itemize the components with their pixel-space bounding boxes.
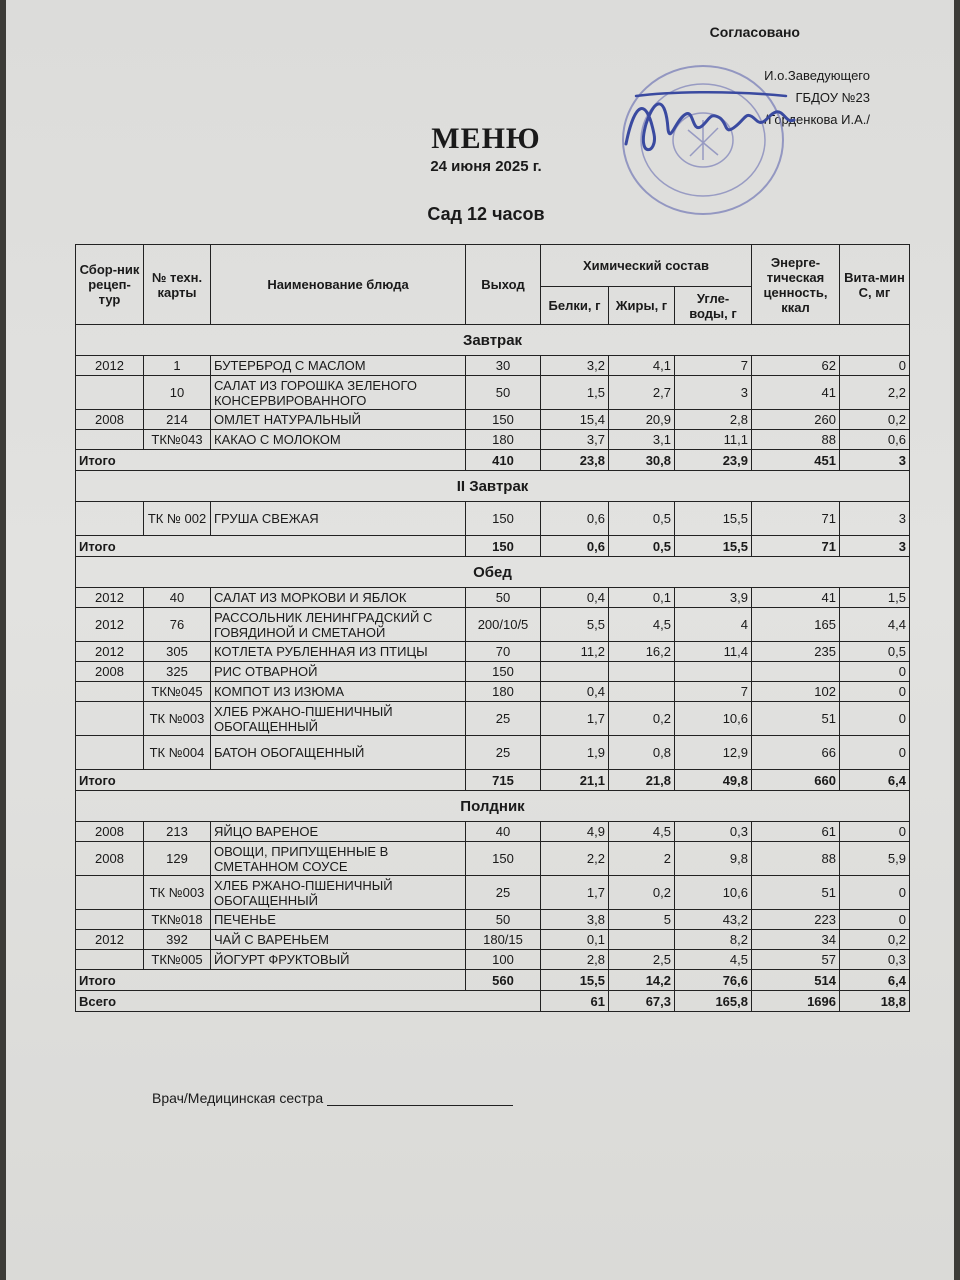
total-carbs: 49,8 xyxy=(675,770,752,791)
cell-collection: 2012 xyxy=(76,356,144,376)
table-row xyxy=(76,356,910,376)
cell-output: 70 xyxy=(466,642,541,662)
total-output: 560 xyxy=(466,970,541,991)
cell-dish: РИС ОТВАРНОЙ xyxy=(211,662,466,682)
cell-fats: 0,2 xyxy=(609,876,675,910)
total-vitamin: 6,4 xyxy=(840,770,910,791)
cell-tech-card: 213 xyxy=(144,822,211,842)
cell-carbs: 3,9 xyxy=(675,588,752,608)
cell-collection xyxy=(76,702,144,736)
cell-vitamin: 0 xyxy=(840,822,910,842)
total-energy: 514 xyxy=(752,970,840,991)
cell-carbs: 7 xyxy=(675,356,752,376)
cell-proteins: 1,9 xyxy=(541,736,609,770)
cell-output: 25 xyxy=(466,876,541,910)
grand-total-energy: 1696 xyxy=(752,991,840,1012)
cell-tech-card: 129 xyxy=(144,842,211,876)
header-output: Выход xyxy=(466,245,541,325)
page-title: МЕНЮ xyxy=(431,122,541,155)
cell-proteins: 15,4 xyxy=(541,410,609,430)
cell-carbs: 9,8 xyxy=(675,842,752,876)
group-name: Сад 12 часов xyxy=(427,204,545,224)
cell-fats xyxy=(609,930,675,950)
total-proteins: 23,8 xyxy=(541,450,609,471)
header-vitamin: Вита-мин С, мг xyxy=(840,245,910,325)
cell-carbs: 10,6 xyxy=(675,876,752,910)
total-label: Итого xyxy=(76,770,466,791)
cell-proteins: 0,4 xyxy=(541,588,609,608)
cell-output: 25 xyxy=(466,736,541,770)
total-fats: 14,2 xyxy=(609,970,675,991)
cell-vitamin: 3 xyxy=(840,502,910,536)
cell-carbs: 3 xyxy=(675,376,752,410)
total-output: 410 xyxy=(466,450,541,471)
footer-signature xyxy=(152,1090,513,1106)
cell-fats xyxy=(609,682,675,702)
total-vitamin: 3 xyxy=(840,450,910,471)
cell-energy: 41 xyxy=(752,376,840,410)
cell-collection: 2008 xyxy=(76,842,144,876)
table-row xyxy=(76,910,910,930)
total-output: 715 xyxy=(466,770,541,791)
table-row xyxy=(76,642,910,662)
total-carbs: 23,9 xyxy=(675,450,752,471)
cell-vitamin: 0,3 xyxy=(840,950,910,970)
cell-output: 100 xyxy=(466,950,541,970)
cell-proteins: 1,7 xyxy=(541,702,609,736)
cell-collection xyxy=(76,736,144,770)
cell-tech-card: ТК№045 xyxy=(144,682,211,702)
cell-carbs: 43,2 xyxy=(675,910,752,930)
cell-output: 180/15 xyxy=(466,930,541,950)
cell-collection xyxy=(76,682,144,702)
cell-energy: 61 xyxy=(752,822,840,842)
cell-proteins: 11,2 xyxy=(541,642,609,662)
cell-energy: 62 xyxy=(752,356,840,376)
menu-table xyxy=(75,244,910,1012)
cell-output: 150 xyxy=(466,502,541,536)
cell-output: 200/10/5 xyxy=(466,608,541,642)
cell-vitamin: 5,9 xyxy=(840,842,910,876)
cell-tech-card: ТК№018 xyxy=(144,910,211,930)
approval-position: И.о.Заведующего xyxy=(764,68,870,83)
cell-proteins: 2,2 xyxy=(541,842,609,876)
cell-dish: САЛАТ ИЗ МОРКОВИ И ЯБЛОК xyxy=(211,588,466,608)
cell-energy: 88 xyxy=(752,842,840,876)
total-energy: 451 xyxy=(752,450,840,471)
total-energy: 660 xyxy=(752,770,840,791)
cell-proteins: 2,8 xyxy=(541,950,609,970)
cell-fats: 2 xyxy=(609,842,675,876)
cell-output: 150 xyxy=(466,662,541,682)
cell-fats: 0,5 xyxy=(609,502,675,536)
cell-carbs: 2,8 xyxy=(675,410,752,430)
table-row xyxy=(76,876,910,910)
header-energy: Энерге-тическая ценность, ккал xyxy=(752,245,840,325)
section-title: Завтрак xyxy=(76,325,910,356)
grand-total-label: Всего xyxy=(76,991,541,1012)
total-proteins: 15,5 xyxy=(541,970,609,991)
cell-proteins: 1,7 xyxy=(541,876,609,910)
cell-vitamin: 0,2 xyxy=(840,930,910,950)
cell-collection: 2008 xyxy=(76,410,144,430)
cell-collection: 2008 xyxy=(76,822,144,842)
cell-carbs: 7 xyxy=(675,682,752,702)
cell-proteins: 0,4 xyxy=(541,682,609,702)
header-fats: Жиры, г xyxy=(609,287,675,325)
cell-dish: ОМЛЕТ НАТУРАЛЬНЫЙ xyxy=(211,410,466,430)
footer-signer-label: Врач/Медицинская сестра xyxy=(152,1090,324,1106)
cell-energy: 51 xyxy=(752,876,840,910)
total-row xyxy=(76,970,910,991)
cell-output: 150 xyxy=(466,842,541,876)
cell-tech-card: ТК№043 xyxy=(144,430,211,450)
cell-tech-card: 76 xyxy=(144,608,211,642)
table-row xyxy=(76,702,910,736)
cell-carbs: 4 xyxy=(675,608,752,642)
cell-proteins: 3,2 xyxy=(541,356,609,376)
table-row xyxy=(76,822,910,842)
cell-fats: 0,2 xyxy=(609,702,675,736)
cell-dish: ХЛЕБ РЖАНО-ПШЕНИЧНЫЙ ОБОГАЩЕННЫЙ xyxy=(211,876,466,910)
total-label: Итого xyxy=(76,450,466,471)
cell-carbs xyxy=(675,662,752,682)
table-row xyxy=(76,950,910,970)
cell-proteins: 4,9 xyxy=(541,822,609,842)
total-output: 150 xyxy=(466,536,541,557)
cell-carbs: 11,4 xyxy=(675,642,752,662)
section-title: II Завтрак xyxy=(76,471,910,502)
cell-fats: 20,9 xyxy=(609,410,675,430)
section-row xyxy=(76,791,910,822)
cell-fats: 5 xyxy=(609,910,675,930)
cell-carbs: 4,5 xyxy=(675,950,752,970)
cell-dish: КОТЛЕТА РУБЛЕННАЯ ИЗ ПТИЦЫ xyxy=(211,642,466,662)
cell-carbs: 15,5 xyxy=(675,502,752,536)
cell-vitamin: 0 xyxy=(840,682,910,702)
section-row xyxy=(76,325,910,356)
table-row xyxy=(76,430,910,450)
table-row xyxy=(76,682,910,702)
cell-proteins: 1,5 xyxy=(541,376,609,410)
cell-tech-card: 1 xyxy=(144,356,211,376)
cell-energy: 57 xyxy=(752,950,840,970)
cell-carbs: 11,1 xyxy=(675,430,752,450)
total-vitamin: 3 xyxy=(840,536,910,557)
menu-sheet xyxy=(6,0,954,1280)
cell-fats xyxy=(609,662,675,682)
cell-tech-card: 325 xyxy=(144,662,211,682)
header-collection: Сбор-ник рецеп-тур xyxy=(76,245,144,325)
section-row xyxy=(76,471,910,502)
total-proteins: 0,6 xyxy=(541,536,609,557)
cell-energy: 260 xyxy=(752,410,840,430)
cell-vitamin: 0,2 xyxy=(840,410,910,430)
cell-dish: КОМПОТ ИЗ ИЗЮМА xyxy=(211,682,466,702)
cell-proteins xyxy=(541,662,609,682)
cell-tech-card: 214 xyxy=(144,410,211,430)
total-fats: 0,5 xyxy=(609,536,675,557)
table-row xyxy=(76,502,910,536)
cell-proteins: 5,5 xyxy=(541,608,609,642)
cell-fats: 2,5 xyxy=(609,950,675,970)
cell-tech-card: 305 xyxy=(144,642,211,662)
cell-collection: 2012 xyxy=(76,930,144,950)
cell-output: 50 xyxy=(466,376,541,410)
cell-vitamin: 0 xyxy=(840,702,910,736)
section-title: Полдник xyxy=(76,791,910,822)
total-vitamin: 6,4 xyxy=(840,970,910,991)
table-row xyxy=(76,930,910,950)
cell-output: 150 xyxy=(466,410,541,430)
cell-energy: 88 xyxy=(752,430,840,450)
cell-tech-card: ТК №003 xyxy=(144,876,211,910)
cell-fats: 4,1 xyxy=(609,356,675,376)
total-label: Итого xyxy=(76,536,466,557)
cell-vitamin: 0 xyxy=(840,736,910,770)
cell-energy xyxy=(752,662,840,682)
table-row xyxy=(76,376,910,410)
table-row xyxy=(76,736,910,770)
section-row xyxy=(76,557,910,588)
cell-collection xyxy=(76,876,144,910)
cell-energy: 102 xyxy=(752,682,840,702)
cell-proteins: 0,1 xyxy=(541,930,609,950)
total-fats: 21,8 xyxy=(609,770,675,791)
section-title: Обед xyxy=(76,557,910,588)
header-proteins: Белки, г xyxy=(541,287,609,325)
total-row xyxy=(76,536,910,557)
cell-dish: ПЕЧЕНЬЕ xyxy=(211,910,466,930)
cell-collection: 2012 xyxy=(76,588,144,608)
cell-vitamin: 0 xyxy=(840,876,910,910)
cell-fats: 4,5 xyxy=(609,822,675,842)
cell-vitamin: 1,5 xyxy=(840,588,910,608)
cell-collection: 2008 xyxy=(76,662,144,682)
cell-tech-card: 40 xyxy=(144,588,211,608)
cell-carbs: 10,6 xyxy=(675,702,752,736)
total-label: Итого xyxy=(76,970,466,991)
cell-energy: 71 xyxy=(752,502,840,536)
cell-collection xyxy=(76,376,144,410)
cell-tech-card: ТК№005 xyxy=(144,950,211,970)
table-row xyxy=(76,662,910,682)
cell-proteins: 3,7 xyxy=(541,430,609,450)
grand-total-row xyxy=(76,991,910,1012)
cell-vitamin: 0 xyxy=(840,356,910,376)
cell-output: 40 xyxy=(466,822,541,842)
cell-tech-card: 392 xyxy=(144,930,211,950)
cell-dish: ОВОЩИ, ПРИПУЩЕННЫЕ В СМЕТАННОМ СОУСЕ xyxy=(211,842,466,876)
table-row xyxy=(76,608,910,642)
cell-vitamin: 0,5 xyxy=(840,642,910,662)
cell-dish: БАТОН ОБОГАЩЕННЫЙ xyxy=(211,736,466,770)
cell-dish: БУТЕРБРОД С МАСЛОМ xyxy=(211,356,466,376)
cell-carbs: 0,3 xyxy=(675,822,752,842)
cell-energy: 34 xyxy=(752,930,840,950)
total-fats: 30,8 xyxy=(609,450,675,471)
grand-total-proteins: 61 xyxy=(541,991,609,1012)
grand-total-fats: 67,3 xyxy=(609,991,675,1012)
cell-fats: 16,2 xyxy=(609,642,675,662)
cell-collection xyxy=(76,502,144,536)
approval-organization: ГБДОУ №23 xyxy=(795,90,870,105)
cell-tech-card: ТК №003 xyxy=(144,702,211,736)
cell-collection: 2012 xyxy=(76,608,144,642)
cell-dish: ЧАЙ С ВАРЕНЬЕМ xyxy=(211,930,466,950)
cell-dish: КАКАО С МОЛОКОМ xyxy=(211,430,466,450)
total-carbs: 15,5 xyxy=(675,536,752,557)
cell-dish: САЛАТ ИЗ ГОРОШКА ЗЕЛЕНОГО КОНСЕРВИРОВАННОГО xyxy=(211,376,466,410)
cell-fats: 2,7 xyxy=(609,376,675,410)
header-tech-card: № техн. карты xyxy=(144,245,211,325)
cell-energy: 223 xyxy=(752,910,840,930)
cell-carbs: 8,2 xyxy=(675,930,752,950)
total-proteins: 21,1 xyxy=(541,770,609,791)
table-row xyxy=(76,410,910,430)
table-row xyxy=(76,588,910,608)
cell-fats: 0,8 xyxy=(609,736,675,770)
cell-vitamin: 0 xyxy=(840,662,910,682)
grand-total-vitamin: 18,8 xyxy=(840,991,910,1012)
cell-dish: ЯЙЦО ВАРЕНОЕ xyxy=(211,822,466,842)
cell-vitamin: 0 xyxy=(840,910,910,930)
cell-proteins: 3,8 xyxy=(541,910,609,930)
menu-date: 24 июня 2025 г. xyxy=(430,158,542,175)
grand-total-carbs: 165,8 xyxy=(675,991,752,1012)
cell-energy: 235 xyxy=(752,642,840,662)
cell-output: 25 xyxy=(466,702,541,736)
header-chem: Химический состав xyxy=(541,245,752,287)
cell-output: 30 xyxy=(466,356,541,376)
total-row xyxy=(76,770,910,791)
cell-collection xyxy=(76,430,144,450)
cell-dish: ХЛЕБ РЖАНО-ПШЕНИЧНЫЙ ОБОГАЩЕННЫЙ xyxy=(211,702,466,736)
cell-collection xyxy=(76,910,144,930)
cell-dish: ЙОГУРТ ФРУКТОВЫЙ xyxy=(211,950,466,970)
header-dish: Наименование блюда xyxy=(211,245,466,325)
table-row xyxy=(76,842,910,876)
header-carbs: Угле-воды, г xyxy=(675,287,752,325)
cell-collection xyxy=(76,950,144,970)
cell-proteins: 0,6 xyxy=(541,502,609,536)
cell-output: 180 xyxy=(466,682,541,702)
cell-vitamin: 2,2 xyxy=(840,376,910,410)
cell-fats: 3,1 xyxy=(609,430,675,450)
cell-energy: 165 xyxy=(752,608,840,642)
cell-tech-card: 10 xyxy=(144,376,211,410)
approval-title: Согласовано xyxy=(709,24,800,40)
cell-output: 50 xyxy=(466,588,541,608)
cell-output: 180 xyxy=(466,430,541,450)
total-energy: 71 xyxy=(752,536,840,557)
total-carbs: 76,6 xyxy=(675,970,752,991)
signature-line xyxy=(327,1105,513,1106)
cell-output: 50 xyxy=(466,910,541,930)
total-row xyxy=(76,450,910,471)
cell-collection: 2012 xyxy=(76,642,144,662)
cell-fats: 4,5 xyxy=(609,608,675,642)
cell-energy: 66 xyxy=(752,736,840,770)
cell-vitamin: 0,6 xyxy=(840,430,910,450)
cell-energy: 41 xyxy=(752,588,840,608)
cell-fats: 0,1 xyxy=(609,588,675,608)
cell-tech-card: ТК №004 xyxy=(144,736,211,770)
cell-carbs: 12,9 xyxy=(675,736,752,770)
cell-dish: ГРУША СВЕЖАЯ xyxy=(211,502,466,536)
cell-vitamin: 4,4 xyxy=(840,608,910,642)
cell-dish: РАССОЛЬНИК ЛЕНИНГРАДСКИЙ С ГОВЯДИНОЙ И СМЕТАНОЙ xyxy=(211,608,466,642)
cell-energy: 51 xyxy=(752,702,840,736)
cell-tech-card: ТК № 002 xyxy=(144,502,211,536)
approval-name: /Горденкова И.А./ xyxy=(764,112,870,127)
